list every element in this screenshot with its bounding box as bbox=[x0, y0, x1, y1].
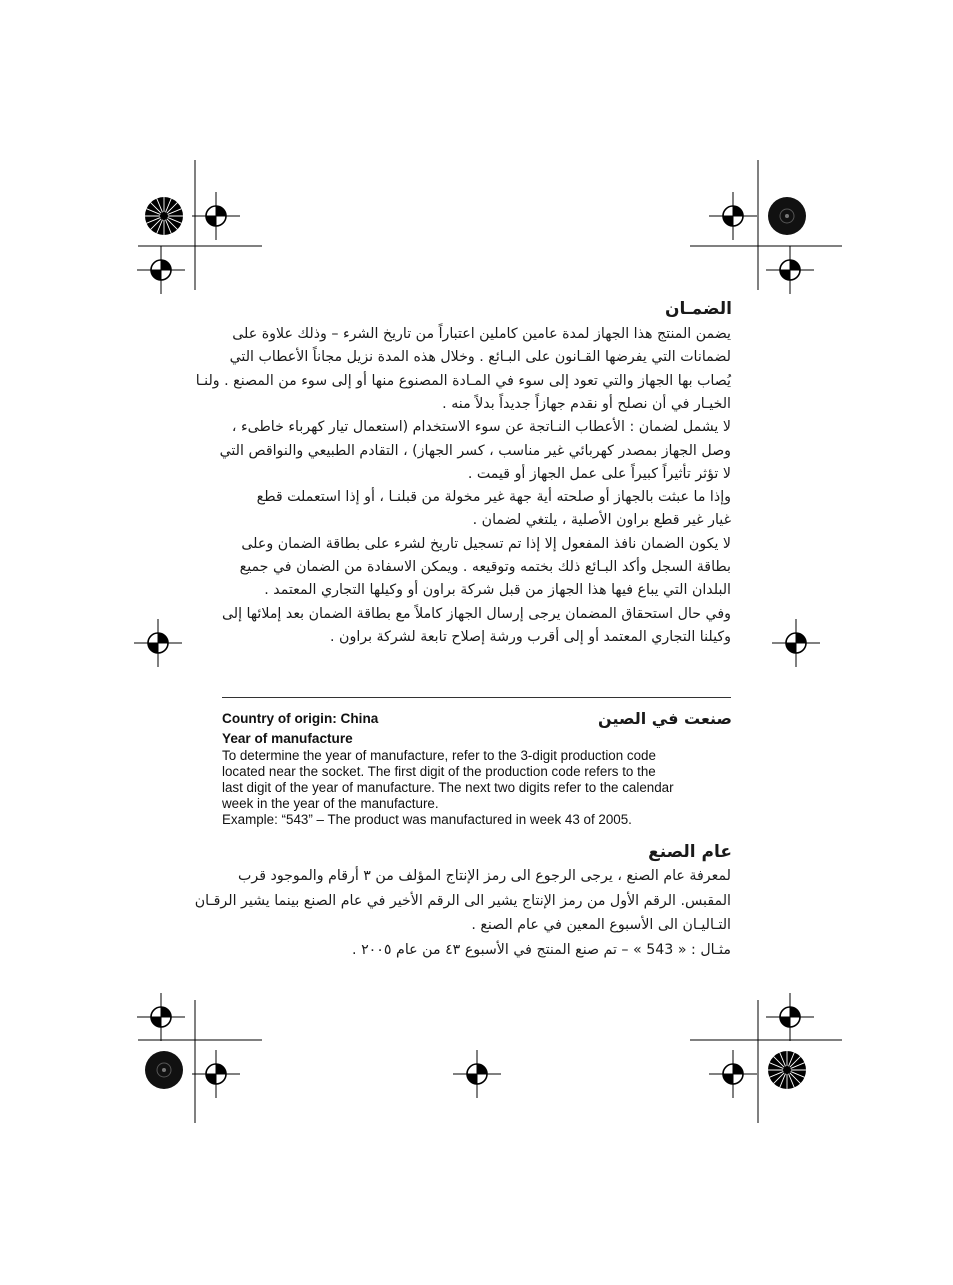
registration-crosshair-icon bbox=[192, 1050, 240, 1098]
registration-crosshair-icon bbox=[766, 993, 814, 1041]
registration-crosshair-icon bbox=[766, 246, 814, 294]
text-line: التـاليـان الى الأسبوع المعين في عام الصنع . bbox=[471, 917, 731, 933]
registration-crosshair-icon bbox=[453, 1050, 501, 1098]
text-line: مثـال : « 543 » – تم صنع المنتج في الأسبوع ٤٣ من عام ٢٠٠٥ . bbox=[352, 941, 731, 958]
registration-crosshair-icon bbox=[134, 619, 182, 667]
text-line: البلدان التي يباع فيها هذا الجهاز من قبل شركة براون أو وكيلها التجاري المعتمد . bbox=[264, 582, 731, 599]
registration-crosshair-icon bbox=[137, 246, 185, 294]
registration-crosshair-icon bbox=[192, 192, 240, 240]
registration-dot-icon bbox=[145, 1051, 183, 1089]
section-divider bbox=[222, 697, 731, 698]
text-line: لا يكون الضمان نافذ المفعول إلا إذا تم تسجيل تاريخ لشرء على بطاقة الضمان وعلى bbox=[241, 535, 731, 552]
text-line: Example: “543” – The product was manufactured in week 43 of 2005. bbox=[222, 812, 632, 828]
registration-dot-icon bbox=[768, 197, 806, 235]
text-line: المقبس. الرقم الأول من رمز الإنتاج يشير الى الرقم الأخير في عام الصنع بينما يشير الرقـان bbox=[194, 892, 731, 909]
text-line: To determine the year of manufacture, refer to the 3-digit production code bbox=[222, 748, 656, 763]
text-line: الخيـار في أن نصلح أو نقدم جهازاً جديداً بدلاً منه . bbox=[442, 395, 731, 412]
registration-crosshair-icon bbox=[709, 192, 757, 240]
registration-starburst-icon bbox=[145, 197, 183, 235]
manufacture-title-en: Year of manufacture bbox=[222, 731, 353, 746]
manufacture-title-ar: عام الصنع bbox=[648, 842, 732, 862]
registration-crosshair-icon bbox=[772, 619, 820, 667]
text-line: week in the year of the manufacture. bbox=[222, 796, 439, 812]
text-line: يُصاب بها الجهاز والتي تعود إلى سوء في المـادة المصنوع منها أو إلى سوء من المصنع . ولنـا bbox=[195, 372, 731, 389]
registration-crosshair-icon bbox=[709, 1050, 757, 1098]
text-line: لا تؤثر تأثيراً كبيراً على عمل الجهاز أو قيمت . bbox=[467, 465, 731, 482]
text-line: بطاقة السجل وأكد البـائع ذلك بختمه وتوقيعه . ويمكن الاسفادة من الضمان في جميع bbox=[239, 559, 731, 575]
registration-crosshair-icon bbox=[137, 993, 185, 1041]
text-line: وإذا ما عبثت بالجهاز أو صلحته أية جهة غير مخولة من قبلنـا ، أو إذا استعملت قطع bbox=[256, 489, 731, 506]
text-line: وصل الجهاز بمصدر كهربائي غير مناسب ، كسر الجهاز) ، التقادم الطبيعي والنواقص التي bbox=[219, 442, 731, 459]
text-line: لضمانات التي يفرضها القـانون على البـائع . وخلال هذه المدة نزيل مجاناً الأعطاب التي bbox=[229, 349, 731, 366]
origin-ar: صنعت في الصين bbox=[598, 709, 732, 728]
text-line: last digit of the year of manufacture. The next two digits refer to the calendar bbox=[222, 780, 674, 796]
text-line: لمعرفة عام الصنع ، يرجى الرجوع الى رمز الإنتاج المؤلف من ٣ أرقام والموجود قرب bbox=[238, 868, 731, 884]
origin-en: Country of origin: China bbox=[222, 711, 379, 726]
text-line: لا يشمل لضمان : الأعطاب النـاتجة عن سوء الاستخدام (استعمال تيار كهرباء خاطىء ، bbox=[231, 419, 731, 436]
text-line: وفي حال استحقاق المضمان يرجى إرسال الجهاز كاملاً مع بطاقة الضمان بعد إملائها إلى bbox=[221, 605, 731, 622]
text-line: يضمن المنتج هذا الجهاز لمدة عامين كاملين اعتباراً من تاريخ الشرء – وذلك علاوة على bbox=[232, 326, 731, 342]
registration-starburst-icon bbox=[768, 1051, 806, 1089]
text-line: located near the socket. The first digit of the production code refers to the bbox=[222, 764, 656, 780]
text-line: وكيلنا التجاري المعتمد أو إلى أقرب ورشة إصلاح تابعة لشركة براون . bbox=[330, 628, 731, 645]
warranty-title-ar: الضمـان bbox=[664, 299, 732, 319]
text-line: غيار غير قطع براون الأصلية ، يلتغي لضمان . bbox=[472, 512, 731, 529]
